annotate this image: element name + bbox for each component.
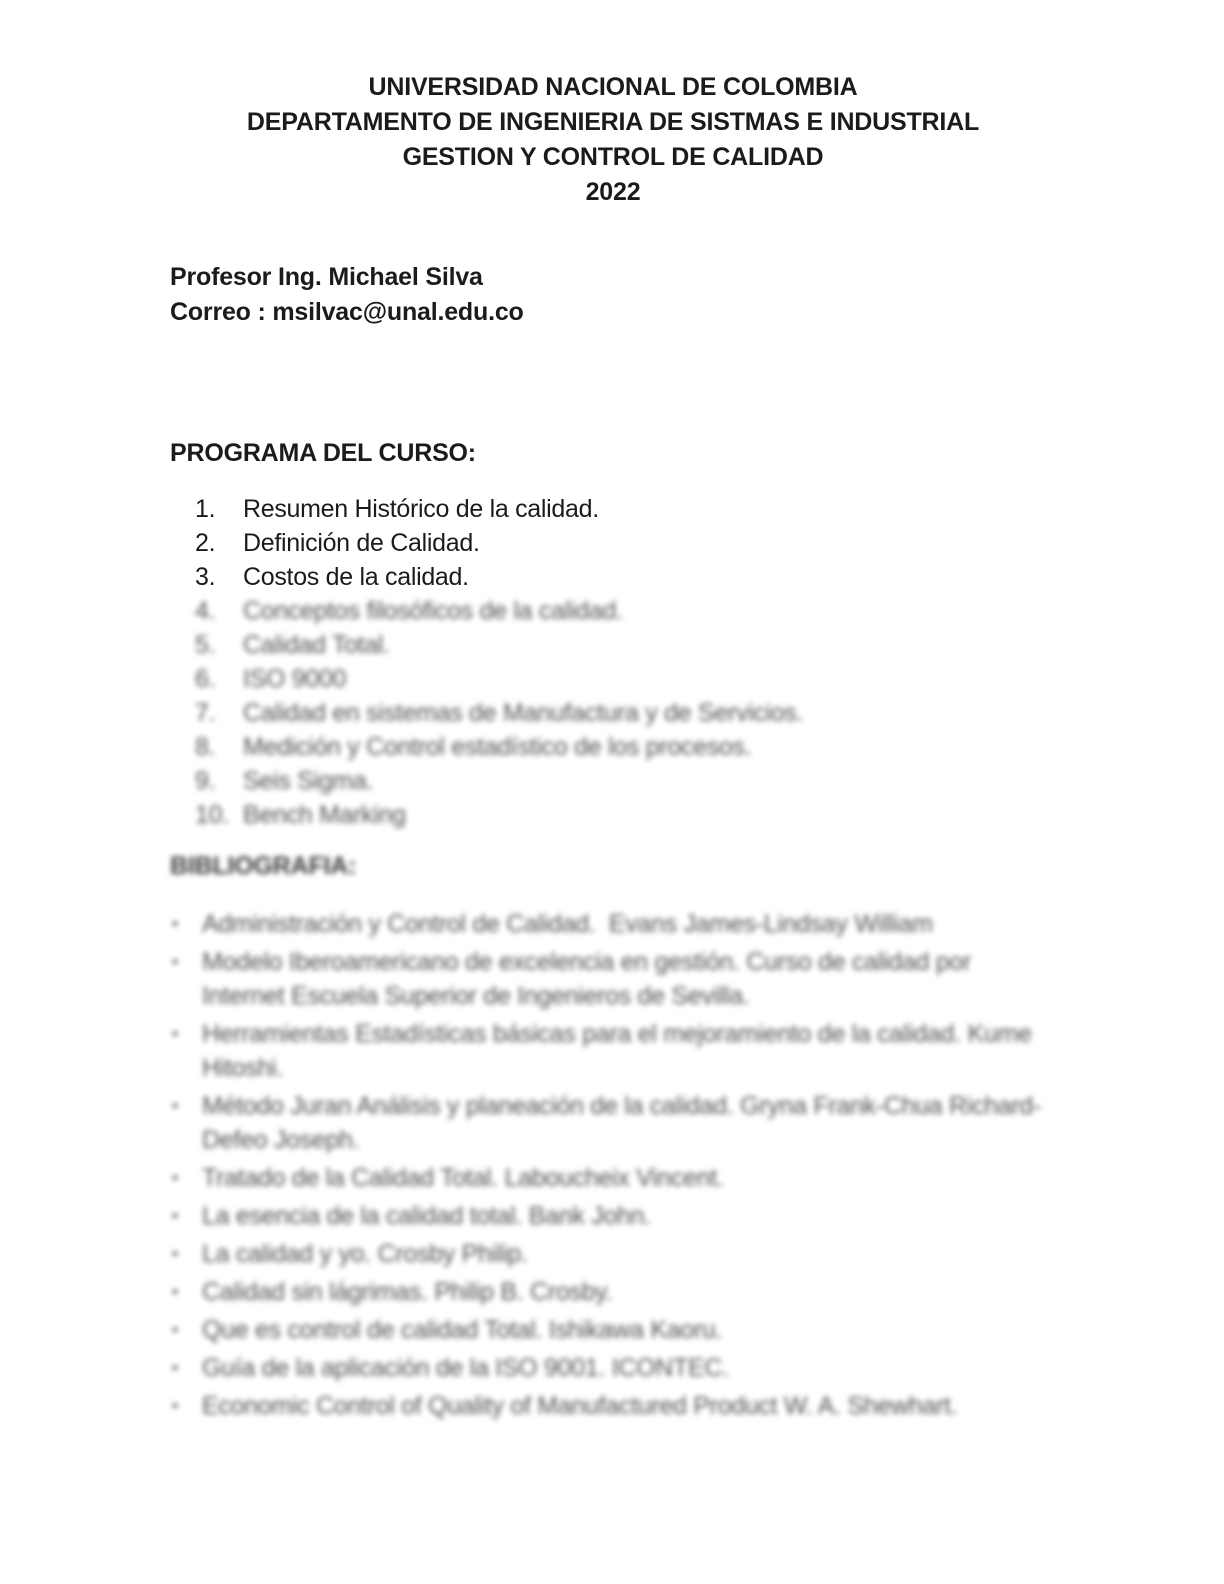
program-heading: PROGRAMA DEL CURSO: [170,439,476,467]
program-item-blurred [195,764,1056,798]
bullet-square-icon: ▪ [172,1024,178,1043]
bullet-square-icon: ▪ [172,1282,178,1301]
item-text: Resumen Histórico de la calidad. [243,495,599,523]
item-number: 4. [195,597,216,625]
bibliography-item [172,1275,1052,1309]
professor-name: Profesor Ing. Michael Silva [170,263,483,291]
bullet-square-icon: ▪ [172,1358,178,1377]
item-text: ISO 9000 [243,665,347,693]
item-text: Definición de Calidad. [243,529,480,557]
bibliography-item [172,1351,1052,1385]
bibliography-item [172,1389,1052,1423]
item-number: 9. [195,767,216,795]
program-item [195,526,1056,560]
item-number: 1. [195,495,216,523]
item-text: Calidad en sistemas de Manufactura y de Servicios. [243,699,804,727]
item-text: Guía de la aplicación de la ISO 9001. ICONTEC. [202,1354,729,1382]
bibliography-item [172,1313,1052,1347]
program-item-blurred [195,628,1056,662]
program-item [195,560,1056,594]
bibliography-item [172,1089,1052,1157]
course-title: GESTION Y CONTROL DE CALIDAD [402,143,824,171]
professor-info [170,260,1056,330]
program-item-blurred [195,594,1056,628]
program-item-blurred [195,730,1056,764]
item-text: Economic Control of Quality of Manufactured Product W. A. Shewhart. [202,1392,958,1420]
bibliography-item [172,1161,1052,1195]
item-text: Conceptos filosóficos de la calidad. [243,597,623,625]
item-text: Método Juran Análisis y planeación de la calidad. Gryna Frank-Chua Richard- Defeo Joseph. [202,1092,1048,1154]
program-item-blurred [195,662,1056,696]
bullet-square-icon: ▪ [172,1320,178,1339]
item-text: Administración y Control de Calidad. Evans James-Lindsay William [202,910,933,938]
item-text: Herramientas Estadísticas básicas para el mejoramiento de la calidad. Kume Hitoshi. [202,1020,1039,1082]
program-list [170,492,1056,832]
bullet-square-icon: ▪ [172,1396,178,1415]
item-text: Medición y Control estadístico de los procesos. [243,733,752,761]
item-number: 6. [195,665,216,693]
bibliography-item [172,945,1052,1013]
bullet-square-icon: ▪ [172,1168,178,1187]
item-text: Calidad Total. [243,631,390,659]
bibliography-item [172,907,1052,941]
item-text: La esencia de la calidad total. Bank John. [202,1202,651,1230]
bibliography-list [170,907,1056,1423]
program-item [195,492,1056,526]
program-item-blurred [195,696,1056,730]
bibliography-section [170,849,1056,1423]
document-header [170,70,1056,210]
bullet-square-icon: ▪ [172,1096,178,1115]
bullet-square-icon: ▪ [172,1244,178,1263]
bibliography-item [172,1017,1052,1085]
bullet-square-icon: ▪ [172,914,178,933]
item-number: 10. [195,801,229,829]
bibliography-item [172,1199,1052,1233]
item-text: Seis Sigma. [243,767,374,795]
item-number: 2. [195,529,216,557]
item-number: 8. [195,733,216,761]
department-title: DEPARTAMENTO DE INGENIERIA DE SISTMAS E INDUSTRIAL [246,108,980,136]
program-item-blurred [195,798,1056,832]
item-text: Que es control de calidad Total. Ishikawa Kaoru. [202,1316,723,1344]
university-title: UNIVERSIDAD NACIONAL DE COLOMBIA [368,73,858,101]
bullet-square-icon: ▪ [172,1206,178,1225]
course-year: 2022 [585,178,641,206]
item-text: Bench Marking [243,801,406,829]
course-program-section [170,436,1056,832]
item-text: Modelo Iberoamericano de excelencia en gestión. Curso de calidad por Internet Escuela Superior de Ingenieros de Sevilla. [202,948,978,1010]
bibliography-heading: BIBLIOGRAFIA: [170,852,357,880]
item-text: Tratado de la Calidad Total. Laboucheix Vincent. [202,1164,724,1192]
professor-email: Correo : msilvac@unal.edu.co [170,298,524,326]
item-text: La calidad y yo. Crosby Philip. [202,1240,528,1268]
item-number: 3. [195,563,216,591]
bullet-square-icon: ▪ [172,952,178,971]
item-number: 7. [195,699,216,727]
item-text: Costos de la calidad. [243,563,469,591]
bibliography-item [172,1237,1052,1271]
item-text: Calidad sin lágrimas. Philip B. Crosby. [202,1278,613,1306]
item-number: 5. [195,631,216,659]
